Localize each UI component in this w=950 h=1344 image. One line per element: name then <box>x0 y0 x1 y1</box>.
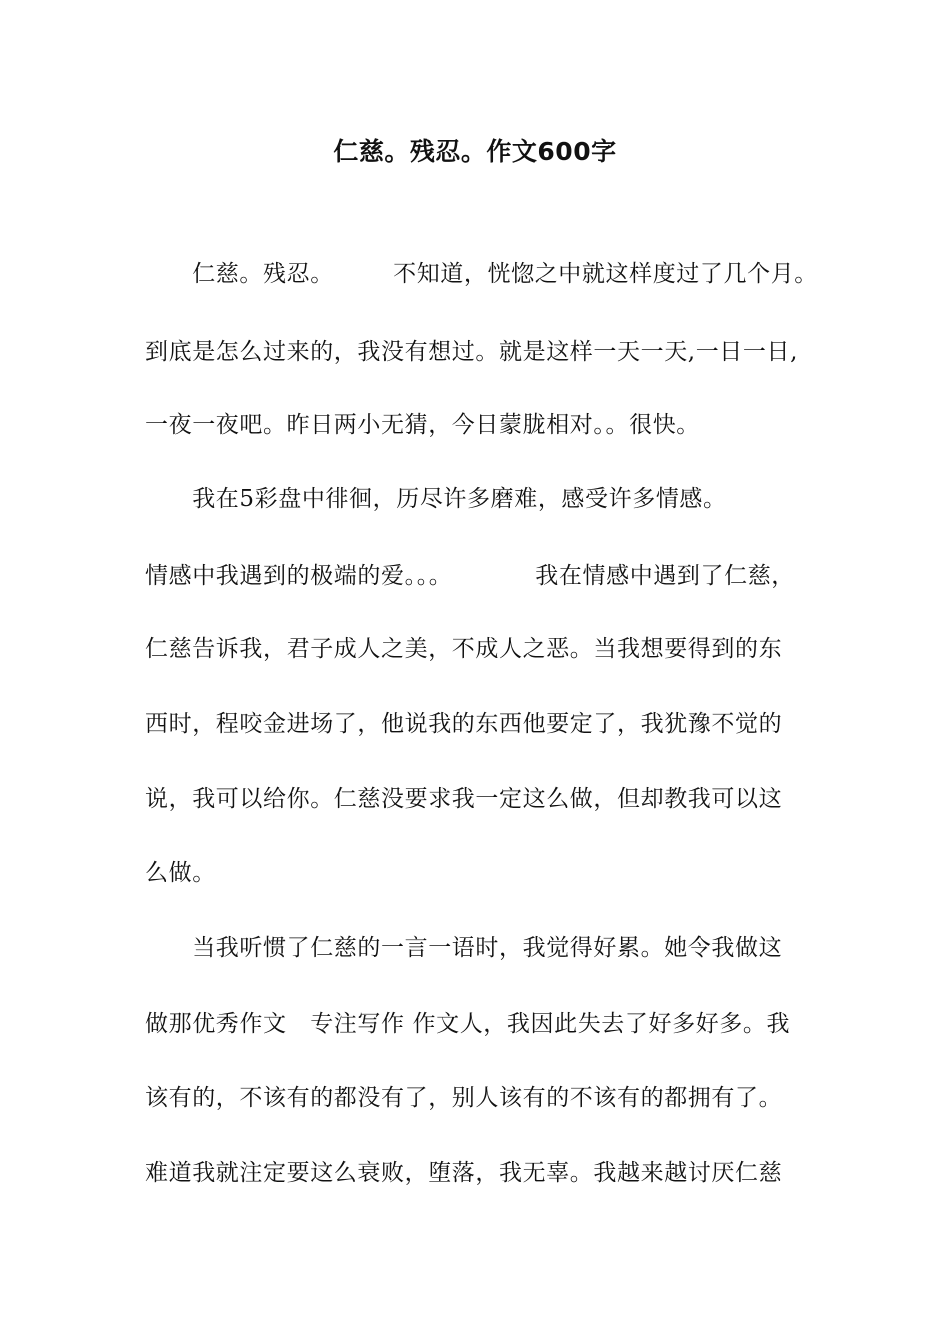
text-line: 做那优秀作文 专注写作 作文人，我因此失去了好多好多。我 <box>145 1011 791 1037</box>
text-line: 当我听惯了仁慈的一言一语时，我觉得好累。她令我做这 <box>145 935 783 961</box>
document-title: 仁慈。残忍。作文600字 <box>333 137 617 166</box>
text-line: 该有的，不该有的都没有了，别人该有的不该有的都拥有了。 <box>145 1085 783 1111</box>
text-line: 么做。 <box>145 860 216 886</box>
text-line: 说，我可以给你。仁慈没要求我一定这么做，但却教我可以这 <box>145 786 783 812</box>
text-line: 仁慈告诉我，君子成人之美，不成人之恶。当我想要得到的东 <box>145 636 783 662</box>
text-line: 仁慈。残忍。 不知道，恍惚之中就这样度过了几个月。 <box>145 261 818 287</box>
text-line: 我在5彩盘中徘徊，历尽许多磨难，感受许多情感。 <box>145 486 727 512</box>
text-line: 到底是怎么过来的，我没有想过。就是这样一天一天,一日一日, <box>145 339 799 365</box>
text-line: 难道我就注定要这么衰败，堕落，我无辜。我越来越讨厌仁慈 <box>145 1160 783 1186</box>
text-line: 一夜一夜吧。昨日两小无猜，今日蒙胧相对。。很快。 <box>145 412 700 438</box>
text-line: 西时，程咬金进场了，他说我的东西他要定了，我犹豫不觉的 <box>145 711 783 737</box>
text-line: 情感中我遇到的极端的爱。。。 我在情感中遇到了仁慈， <box>145 563 795 589</box>
